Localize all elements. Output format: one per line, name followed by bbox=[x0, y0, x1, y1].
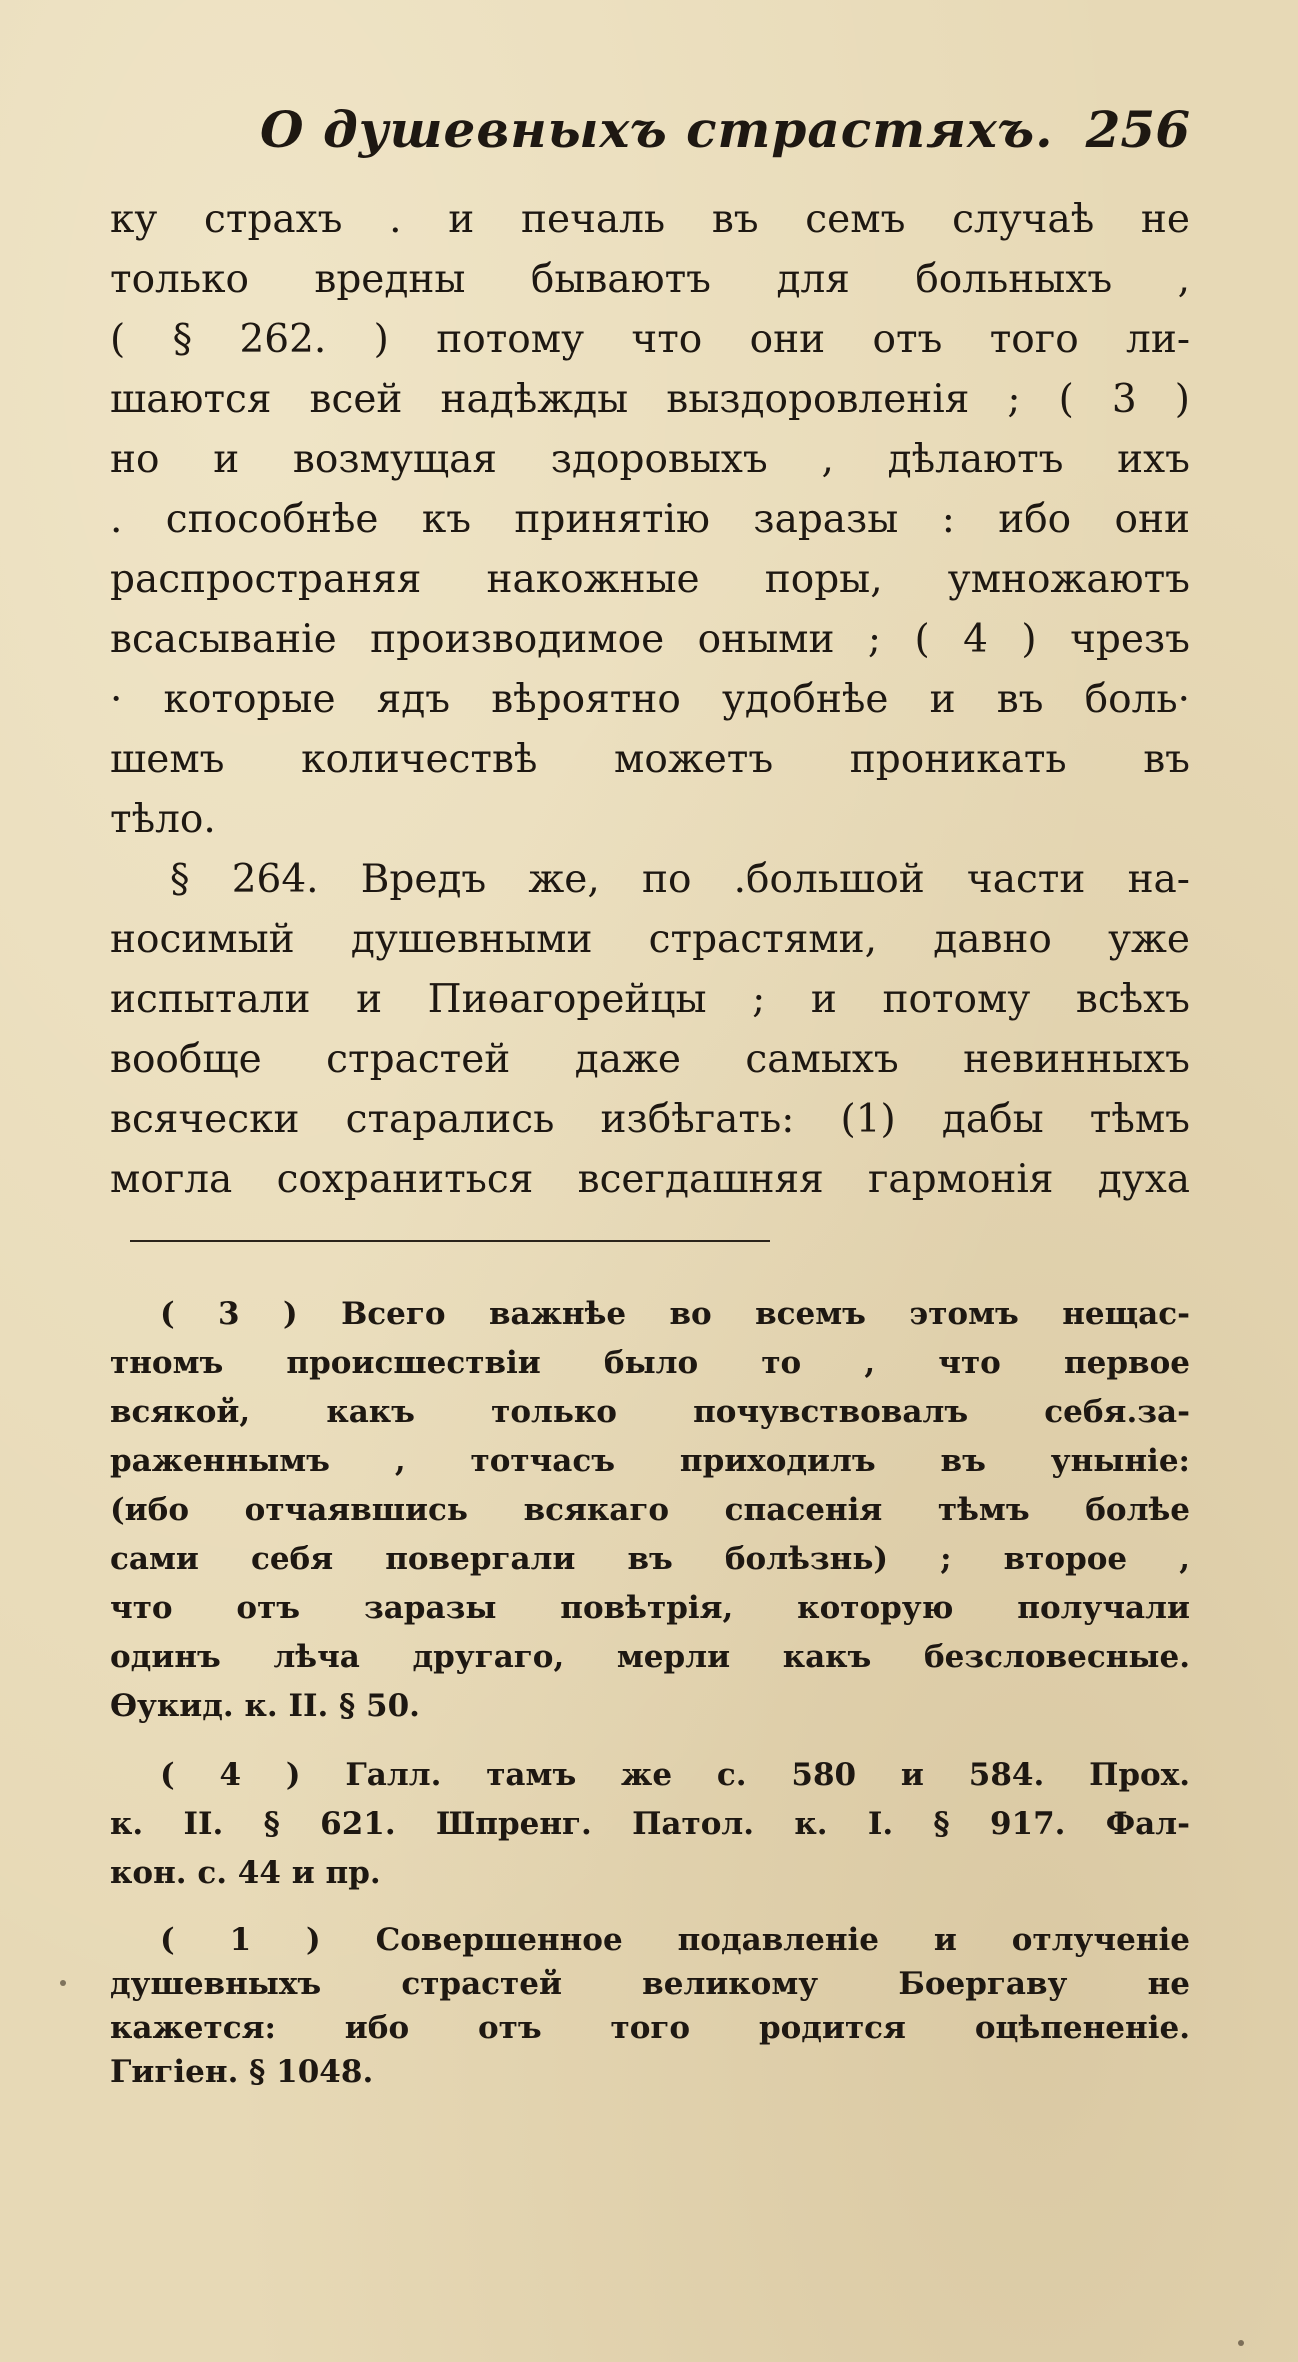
text-line: носимый душевными страстями, давно уже bbox=[110, 917, 1190, 962]
footnote-line: ( 4 ) Галл. тамъ же с. 580 и 584. Прох. bbox=[160, 1757, 1190, 1793]
text-line: тѣло. bbox=[110, 797, 216, 842]
main-text bbox=[110, 190, 1190, 1210]
text-line: § 264. Вредъ же, по .большой части на- bbox=[170, 857, 1190, 902]
running-title: О душевныхъ страстяхъ. bbox=[260, 100, 1054, 159]
paragraph-264 bbox=[110, 850, 1190, 1210]
footnote-line: к. II. § 621. Шпренг. Патол. к. I. § 917. Фал- bbox=[110, 1806, 1190, 1842]
page-number: 256 bbox=[1085, 100, 1190, 159]
text-line: но и возмущая здоровыхъ , дѣлаютъ ихъ bbox=[110, 437, 1190, 482]
footnote-line: ( 1 ) Совершенное подавленіе и отлученіе bbox=[160, 1922, 1190, 1958]
text-line: распространяя накожные поры, умножаютъ bbox=[110, 557, 1190, 602]
footnote-line: одинъ лѣча другаго, мерли какъ безсловесные. bbox=[110, 1639, 1190, 1675]
footnote-4 bbox=[110, 1751, 1190, 1898]
footnote-line: сами себя повергали въ болѣзнь) ; второе , bbox=[110, 1541, 1190, 1577]
footnote-line: душевныхъ страстей великому Боергаву не bbox=[110, 1966, 1190, 2002]
text-line: только вредны бываютъ для больныхъ , bbox=[110, 257, 1190, 302]
footnote-line: Гигіен. § 1048. bbox=[110, 2054, 374, 2090]
text-line: · которые ядъ вѣроятно удобнѣе и въ боль· bbox=[110, 677, 1190, 722]
text-line: всасываніе производимое оными ; ( 4 ) чрезъ bbox=[110, 617, 1190, 662]
footnotes bbox=[110, 1290, 1190, 2114]
text-line: всячески старались избѣгать: (1) дабы тѣмъ bbox=[110, 1097, 1190, 1142]
footnote-line: всякой, какъ только почувствовалъ себя.за- bbox=[110, 1394, 1190, 1430]
text-line: могла сохраниться всегдашняя гармонія духа bbox=[110, 1157, 1190, 1202]
footnote-line: кон. с. 44 и пр. bbox=[110, 1855, 381, 1891]
page-header bbox=[110, 100, 1190, 180]
footnote-line: ( 3 ) Всего важнѣе во всемъ этомъ нещас- bbox=[160, 1296, 1190, 1332]
text-line: ку страхъ . и печаль въ семъ случаѣ не bbox=[110, 197, 1190, 242]
footnote-1 bbox=[110, 1918, 1190, 2094]
text-line: вообще страстей даже самыхъ невинныхъ bbox=[110, 1037, 1190, 1082]
text-line: испытали и Пиѳагорейцы ; и потому всѣхъ bbox=[110, 977, 1190, 1022]
text-line: ( § 262. ) потому что они отъ того ли- bbox=[110, 317, 1190, 362]
text-line: шемъ количествѣ можетъ проникать въ bbox=[110, 737, 1190, 782]
footnote-line: раженнымъ , тотчасъ приходилъ въ уныніе: bbox=[110, 1443, 1190, 1479]
footnote-line: что отъ заразы повѣтрія, которую получали bbox=[110, 1590, 1190, 1626]
text-line: шаются всей надѣжды выздоровленія ; ( 3 ) bbox=[110, 377, 1190, 422]
footnote-line: кажется: ибо отъ того родится оцѣпененіе. bbox=[110, 2010, 1190, 2046]
ink-speck bbox=[60, 1980, 66, 1986]
footnote-line: Ѳукид. к. II. § 50. bbox=[110, 1688, 420, 1724]
paragraph-continuation bbox=[110, 190, 1190, 850]
footnote-line: (ибо отчаявшись всякаго спасенія тѣмъ болѣе bbox=[110, 1492, 1190, 1528]
ink-speck bbox=[1238, 2340, 1244, 2346]
footnote-3 bbox=[110, 1290, 1190, 1731]
footnote-line: тномъ происшествіи было то , что первое bbox=[110, 1345, 1190, 1381]
footnote-divider bbox=[130, 1240, 770, 1242]
text-line: . способнѣе къ принятію заразы : ибо они bbox=[110, 497, 1190, 542]
